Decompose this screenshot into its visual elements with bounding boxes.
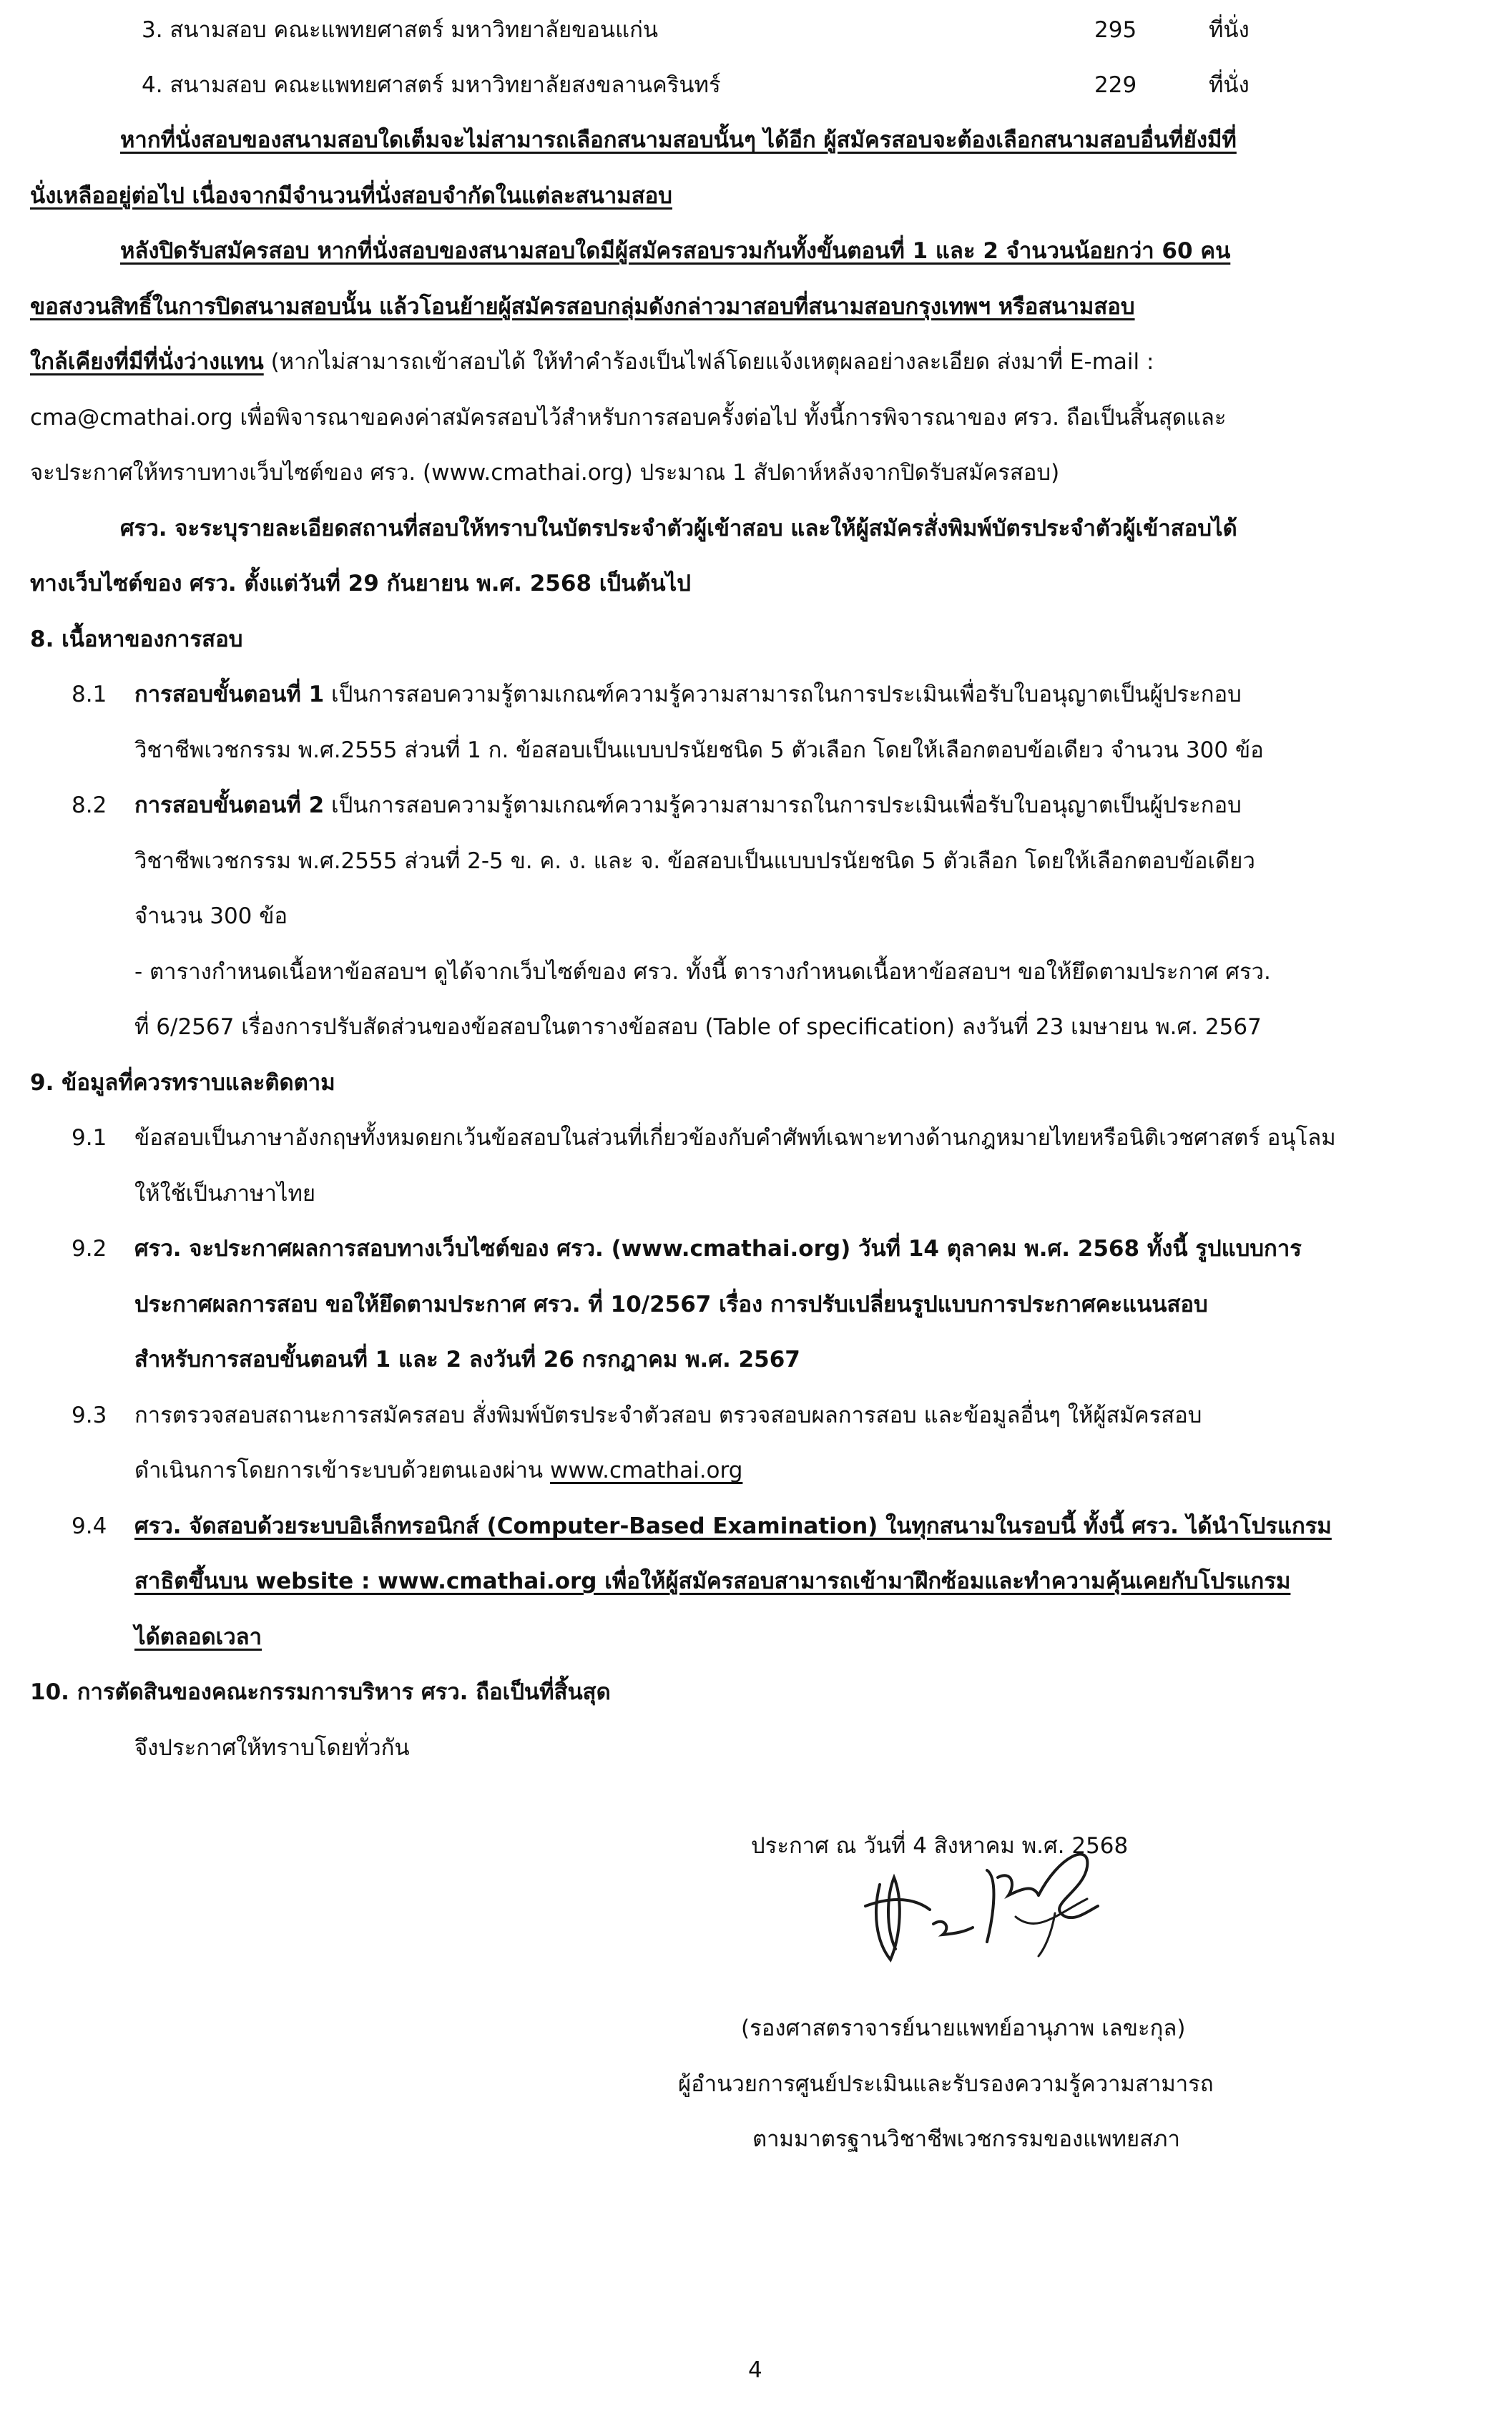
venue-4-unit: ที่นั่ง [1209, 72, 1250, 98]
signer-title-line-1: ผู้อำนวยการศูนย์ประเมินและรับรองความรู้ความสามารถ [678, 2071, 1214, 2097]
item-8-1-number: 8.1 [72, 682, 107, 707]
item-9-3-text: ดำเนินการโดยการเข้าระบบด้วยตนเองผ่าน [134, 1458, 550, 1483]
item-8-2-line-1 [134, 788, 1242, 822]
item-8-2-line-2: วิชาชีพเวชกรรม พ.ศ.2555 ส่วนที่ 2-5 ข. ค. ง. และ จ. ข้อสอบเป็นแบบปรนัยชนิด 5 ตัวเลือก โดยให้เลือกตอบข้อเดียว [134, 848, 1255, 874]
close-line-3-emphasis: ใกล้เคียงที่มีที่นั่งว่างแทน [30, 349, 264, 375]
close-line-3 [30, 345, 1154, 379]
venue-3-label: 3. สนามสอบ คณะแพทยศาสตร์ มหาวิทยาลัยขอนแก่น [142, 17, 659, 43]
item-9-2-line-3: สำหรับการสอบขั้นตอนที่ 1 และ 2 ลงวันที่ 26 กรกฎาคม พ.ศ. 2567 [134, 1347, 800, 1372]
item-9-4-line-3: ได้ตลอดเวลา [134, 1624, 262, 1650]
ticket-line-1: ศรว. จะระบุรายละเอียดสถานที่สอบให้ทราบในบัตรประจำตัวผู้เข้าสอบ และให้ผู้สมัครสั่งพิมพ์บัตรประจำตัวผู้เข้าสอบได้ [120, 516, 1237, 541]
announcement-date: ประกาศ ณ วันที่ 4 สิงหาคม พ.ศ. 2568 [751, 1833, 1129, 1859]
item-9-2-number: 9.2 [72, 1236, 107, 1262]
item-9-2-line-2: ประกาศผลการสอบ ขอให้ยึดตามประกาศ ศรว. ที่ 10/2567 เรื่อง การปรับเปลี่ยนรูปแบบการประกาศคะแนนสอบ [134, 1292, 1208, 1317]
item-9-2-line-1: ศรว. จะประกาศผลการสอบทางเว็บไซต์ของ ศรว. (www.cmathai.org) วันที่ 14 ตุลาคม พ.ศ. 2568 ทั้งนี้ รูปแบบการ [134, 1236, 1302, 1262]
full-venue-line-2: นั่งเหลืออยู่ต่อไป เนื่องจากมีจำนวนที่นั่งสอบจำกัดในแต่ละสนามสอบ [30, 183, 672, 209]
item-8-2-number: 8.2 [72, 792, 107, 818]
item-8-1-line-2: วิชาชีพเวชกรรม พ.ศ.2555 ส่วนที่ 1 ก. ข้อสอบเป็นแบบปรนัยชนิด 5 ตัวเลือก โดยให้เลือกตอบข้อเดียว จำนวน 300 ข้อ [134, 737, 1264, 763]
item-9-3-line-2 [134, 1453, 742, 1488]
ticket-line-2: ทางเว็บไซต์ของ ศรว. ตั้งแต่วันที่ 29 กันยายน พ.ศ. 2568 เป็นต้นไป [30, 571, 691, 596]
venue-3-count: 295 [1094, 17, 1137, 43]
section-10-heading: 10. การตัดสินของคณะกรรมการบริหาร ศรว. ถือเป็นที่สิ้นสุด [30, 1679, 611, 1705]
signature-image [851, 1827, 1123, 1978]
spec-note-line-1: - ตารางกำหนดเนื้อหาข้อสอบฯ ดูได้จากเว็บไซต์ของ ศรว. ทั้งนี้ ตารางกำหนดเนื้อหาข้อสอบฯ ขอให้ยึดตามประกาศ ศรว. [134, 959, 1271, 985]
full-venue-line-1: หากที่นั่งสอบของสนามสอบใดเต็มจะไม่สามารถเลือกสนามสอบนั้นๆ ได้อีก ผู้สมัครสอบจะต้องเลือกสนามสอบอื่นที่ยังมีที่ [120, 127, 1237, 153]
item-9-3-number: 9.3 [72, 1403, 107, 1428]
spec-note-line-2: ที่ 6/2567 เรื่องการปรับสัดส่วนของข้อสอบในตารางข้อสอบ (Table of specification) ลงวันที่ 23 เมษายน พ.ศ. 2567 [134, 1014, 1262, 1040]
venue-4-label: 4. สนามสอบ คณะแพทยศาสตร์ มหาวิทยาลัยสงขลานครินทร์ [142, 72, 721, 98]
venue-4-count: 229 [1094, 72, 1137, 98]
item-9-1-line-2: ให้ใช้เป็นภาษาไทย [134, 1181, 316, 1207]
close-line-3-rest: (หากไม่สามารถเข้าสอบได้ ให้ทำคำร้องเป็นไฟล์โดยแจ้งเหตุผลอย่างละเอียด ส่งมาที่ E-mail : [263, 349, 1154, 375]
item-9-4-line-1: ศรว. จัดสอบด้วยระบบอิเล็กทรอนิกส์ (Computer-Based Examination) ในทุกสนามในรอบนี้ ทั้งนี้ ศรว. ได้นำโปรแกรม [134, 1513, 1332, 1539]
section-9-heading: 9. ข้อมูลที่ควรทราบและติดตาม [30, 1070, 335, 1096]
close-line-4: cma@cmathai.org เพื่อพิจารณาขอคงค่าสมัครสอบไว้สำหรับการสอบครั้งต่อไป ทั้งนี้การพิจารณาของ ศรว. ถือเป็นสิ้นสุดและ [30, 405, 1227, 431]
signer-title-line-2: ตามมาตรฐานวิชาชีพเวชกรรมของแพทยสภา [752, 2126, 1180, 2152]
item-8-2-title: การสอบขั้นตอนที่ 2 [134, 792, 325, 818]
item-8-1-line-1 [134, 677, 1242, 712]
item-9-3-line-1: การตรวจสอบสถานะการสมัครสอบ สั่งพิมพ์บัตรประจำตัวสอบ ตรวจสอบผลการสอบ และข้อมูลอื่นๆ ให้ผู้สมัครสอบ [134, 1403, 1202, 1428]
item-9-1-line-1: ข้อสอบเป็นภาษาอังกฤษทั้งหมดยกเว้นข้อสอบในส่วนที่เกี่ยวข้องกับคำศัพท์เฉพาะทางด้านกฎหมายไทยหรือนิติเวชศาสตร์ อนุโลม [134, 1125, 1336, 1151]
venue-3-unit: ที่นั่ง [1209, 17, 1250, 43]
item-8-1-text: เป็นการสอบความรู้ตามเกณฑ์ความรู้ความสามารถในการประเมินเพื่อรับใบอนุญาตเป็นผู้ประกอบ [324, 682, 1242, 707]
announcement-notice: จึงประกาศให้ทราบโดยทั่วกัน [134, 1735, 410, 1761]
cmathai-link[interactable]: www.cmathai.org [549, 1458, 743, 1483]
close-line-2: ขอสงวนสิทธิ์ในการปิดสนามสอบนั้น แล้วโอนย้ายผู้สมัครสอบกลุ่มดังกล่าวมาสอบที่สนามสอบกรุงเทพฯ หรือสนามสอบ [30, 294, 1135, 320]
item-9-4-line-2: สาธิตขึ้นบน website : www.cmathai.org เพื่อให้ผู้สมัครสอบสามารถเข้ามาฝึกซ้อมและทำความคุ้นเคยกับโปรแกรม [134, 1568, 1291, 1594]
section-8-heading: 8. เนื้อหาของการสอบ [30, 627, 243, 652]
item-8-2-line-3: จำนวน 300 ข้อ [134, 903, 288, 929]
item-8-2-text: เป็นการสอบความรู้ตามเกณฑ์ความรู้ความสามารถในการประเมินเพื่อรับใบอนุญาตเป็นผู้ประกอบ [324, 792, 1242, 818]
item-9-4-number: 9.4 [72, 1513, 107, 1539]
close-line-1: หลังปิดรับสมัครสอบ หากที่นั่งสอบของสนามสอบใดมีผู้สมัครสอบรวมกันทั้งขั้นตอนที่ 1 และ 2 จำนวนน้อยกว่า 60 คน [120, 238, 1231, 264]
page-number: 4 [748, 2357, 762, 2383]
signer-name: (รองศาสตราจารย์นายแพทย์อานุภาพ เลขะกุล) [741, 2015, 1186, 2041]
item-8-1-title: การสอบขั้นตอนที่ 1 [134, 682, 325, 707]
close-line-5: จะประกาศให้ทราบทางเว็บไซต์ของ ศรว. (www.cmathai.org) ประมาณ 1 สัปดาห์หลังจากปิดรับสมัครสอบ) [30, 460, 1060, 486]
item-9-1-number: 9.1 [72, 1125, 107, 1151]
